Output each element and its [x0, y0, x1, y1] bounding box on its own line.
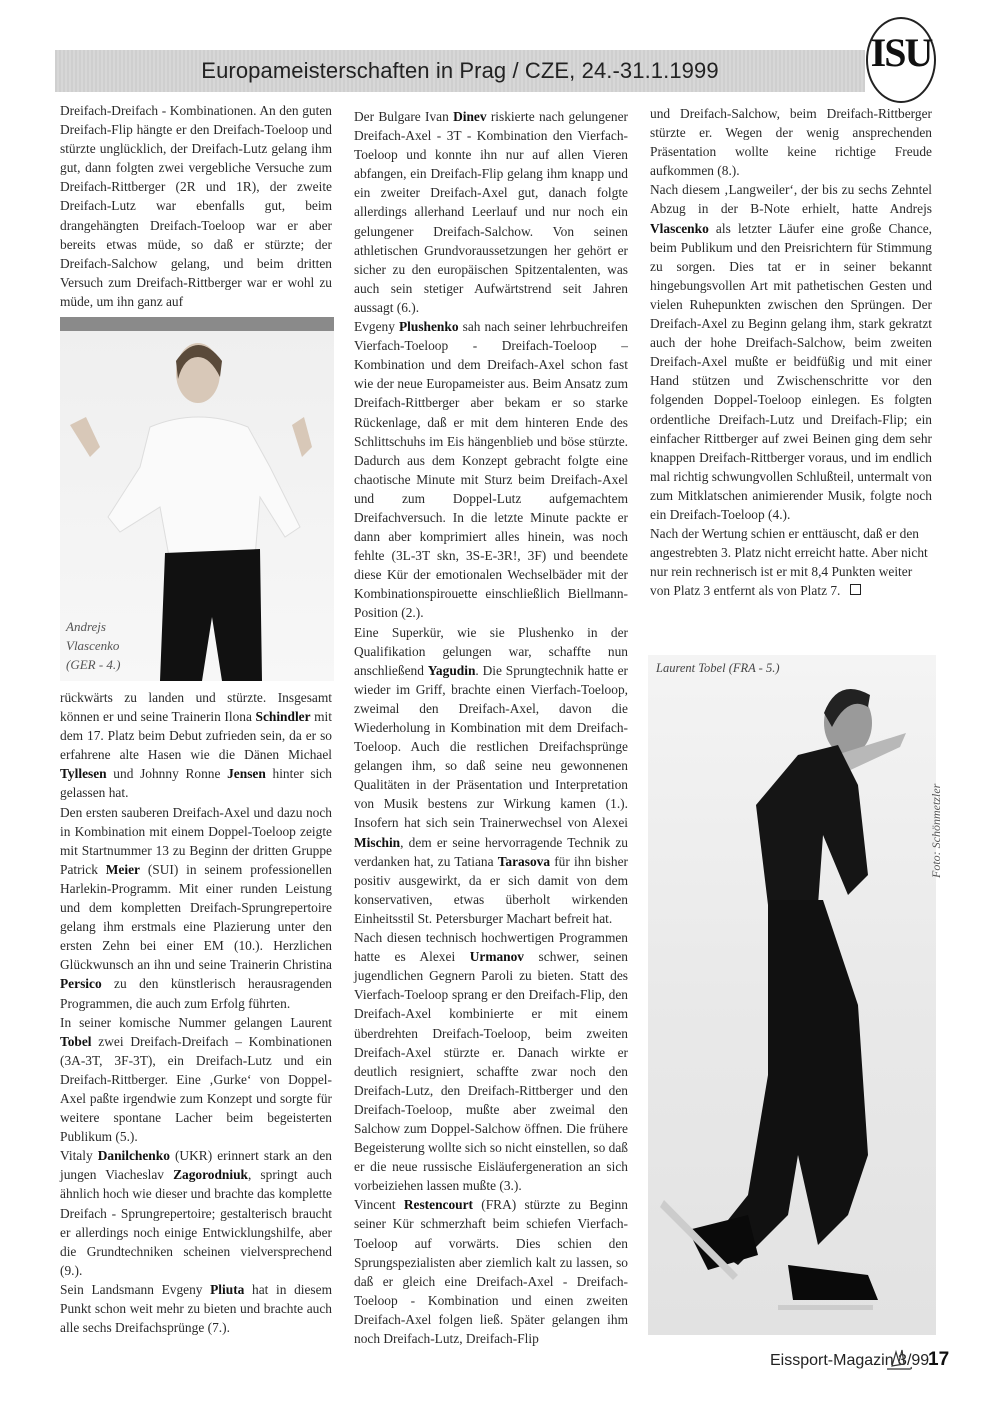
magazine-issue: Eissport-Magazin 3/99: [770, 1352, 930, 1369]
photo-caption-tobel: Laurent Tobel (FRA - 5.): [656, 661, 780, 675]
coach-name: Mischin: [354, 834, 401, 850]
paragraph: Dreifach-Dreifach - Kombinationen. An den guten Dreifach-Flip hängte er den Dreifach-Toeloop und stürzte unglücklich, der Dreifach-Lutz gelang ihm gut, dann folgten zwei vergebliche Versuche zum Dreifach-Rittberger (2R und 1R), der zweite Dreifach-Lutz war ebenfalls gut, beim drangehängten Dreifach-Toeloop war er aber bereits etwas müde, so daß er stürzte; der Dreifach-Salchow gelang, und beim dritten Versuch zum Dreifach-Rittberger war er wohl zu müde, um ihn ganz auf: [60, 103, 332, 309]
skater-name: Tobel: [60, 1033, 92, 1049]
skater-name: Restencourt: [403, 1197, 474, 1213]
paragraph: Den ersten sauberen Dreifach-Axel und dazu noch in Kombination mit einem Doppel-Toeloop zeigte mit Startnummer 13 zu Beginn der dritten Gruppe Patrick Meier (SUI) in seinem professionellen Harlekin-Programm. Mit einer runden Leistung und dem kompletten Dreifach-Sprungrepertoire gelang ihm erstmals eine Plazierung unter den ersten Zehn bei einer EM (10.). Herzlichen Glückwunsch an ihn und seine Trainerin Christina Persico zu den künstlerisch herausragenden Programmen, die auch zum Erfolg führten.: [60, 804, 332, 1011]
page-title: Europameisterschaften in Prag / CZE, 24.-31.1.1999: [201, 58, 719, 83]
column-1-top: [60, 101, 332, 311]
skater-name: Urmanov: [469, 949, 525, 965]
paragraph: Nach diesem ‚Langweiler‘, der bis zu sechs Zehntel Abzug in der B-Note erhielt, hatte Andrejs Vlascenko als letzter Läufer eine große Chance, beim Publikum und den Preisrichtern für Stimmung zu sorgen. Dies tat er in seiner bekannt hingebungsvollen Art mit pathetischen Gesten und vielen Ruhepunkten zwischen den Sprüngen. Der Dreifach-Axel zu Beginn gelang ihm, stark gekratzt auch der hohe Dreifach-Salchow, beim zweiten Dreifach-Axel mußte er beidfüßig und mit einer Hand stützen und Zwischenschritte vor den folgenden Doppel-Toeloop einlegen. Es folgten ordentliche Dreifach-Lutz und Dreifach-Flip; ein einfacher Rittberger auf zwei Beinen ging dem sehr knappen Dreifach-Rittberger voraus, und im endlich mal richtig schwungvollen Schlußteil, untermalt von zum Mitklatschen animierender Musik, folgte noch ein Dreifach-Toeloop (4.).: [650, 182, 932, 522]
skater-name: Tyllesen: [60, 766, 107, 782]
photo-caption-vlascenko: [66, 617, 121, 674]
paragraph: Vincent Restencourt (FRA) stürzte zu Beginn seiner Kür schmerzhaft beim schiefen Vierfach-Toeloop auf vorwärts. Dies schien den Sprungspezialisten aber ziemlich kalt zu lassen, so daß er gleich eine Dreifach-Axel - Dreifach-Toeloop - Kombination und einen zweiten Dreifach-Axel folgen ließ. Später gelangen ihm noch Dreifach-Lutz, Dreifach-Flip: [354, 1197, 628, 1346]
caption-line: (GER - 4.): [66, 657, 121, 672]
skater-name: Persico: [60, 976, 102, 992]
paragraph: In seiner komische Nummer gelangen Laurent Tobel zwei Dreifach-Dreifach – Kombinationen (3A-3T, 3F-3T), ein Dreifach-Lutz und ein Dreifach-Rittberger. Eine ‚Gurke‘ von Doppel-Axel paßte irgendwie zum Konzept und sorgte für weitere spontane Lacher beim begeisterten Publikum (5.).: [60, 1014, 332, 1145]
paragraph: rückwärts zu landen und stürzte. Insgesamt können er und seine Trainerin Ilona Schindler mit dem 17. Platz beim Debut zufrieden sein, da er so erfahrene alte Hasen wie die Dänen Michael Tyllesen und Johnny Ronne Jensen hinter sich gelassen hat.: [60, 690, 332, 801]
photo-credit: Foto: Schönmetzler: [929, 783, 943, 878]
photo-vlascenko: [60, 317, 334, 681]
paragraph: Sein Landsmann Evgeny Pliuta hat in diesem Punkt schon weit mehr zu bieten und brachte auch alle sechs Dreifachsprünge (7.).: [60, 1281, 332, 1336]
coach-name: Tarasova: [497, 853, 551, 869]
end-of-article-icon: [850, 584, 861, 595]
skater-name: Schindler: [255, 709, 311, 725]
column-2: [354, 107, 628, 1348]
paragraph: Nach diesen technisch hochwertigen Programmen hatte es Alexei Urmanov schwer, seinen jugendlichen Gegnern Paroli zu bieten. Statt des Vierfach-Toeloop sprang er den Dreifach-Flip, den Dreifach-Axel kombinierte er mit einem überdrehten Dreifach-Toeloop, beim zweiten Dreifach-Axel stürzte er. Danach wirkte er deutlich resigniert, schaffte zwar noch den Dreifach-Lutz, den Dreifach-Rittberger und den Dreifach-Toeloop, mußte aber zweimal den Salchow zum Doppel-Salchow öffnen. Die frühere Begeisterung wollte sich so nicht einstellen, so daß er die neue russische Eisläufergeneration an sich vorbeiziehen lassen mußte (3.).: [354, 930, 628, 1194]
skater-name: Zagorodniuk: [173, 1167, 248, 1183]
skater-name: Vlascenko: [650, 220, 709, 236]
paragraph: und Dreifach-Salchow, beim Dreifach-Rittberger stürzte er. Wegen der wenig ansprechenden Präsentation wollte keine richtige Freude aufkommen (8.).: [650, 106, 932, 179]
skater-name: Yagudin: [427, 662, 476, 678]
skater-name: Dinev: [453, 109, 487, 124]
skater-name: Danilchenko: [97, 1148, 170, 1164]
skater-figure-tobel: [648, 655, 936, 1335]
skater-name: Pliuta: [210, 1281, 245, 1297]
column-3: [650, 104, 932, 600]
skater-name: Meier: [105, 861, 140, 877]
column-1-bottom: [60, 688, 332, 1337]
skater-name: Jensen: [227, 766, 266, 782]
caption-line: Vlascenko: [66, 638, 120, 653]
skater-name: Plushenko: [398, 319, 459, 335]
paragraph: Eine Superkür, wie sie Plushenko in der Qualifikation gelungen war, schaffte nun anschließend Yagudin. Die Sprungtechnik hatte er wieder im Griff, brachte einen Vierfach-Toeloop, zweimal den Dreifach-Axel, davon die Wiederholung in Kombination mit dem Dreifach-Toeloop. Auch die restlichen Dreifachsprünge gelangen ihm, so daß seine neu gewonnenen Qualitäten in der Präsentation und Interpretation von Musik bestens zur Wirkung kamen (1.). Insofern hat sich sein Trainerwechsel von Alexei Mischin, dem er seine hervorragende Technik zu verdanken hat, zu Tatiana Tarasova für ihn bisher positiv ausgewirkt, da er sich damit von dem konservativen, etwas überholt wirkenden Einheitsstil St. Petersburger Machart befreit hat.: [354, 624, 628, 926]
header-bar: [55, 50, 865, 92]
photo-credit-area: [925, 770, 945, 880]
paragraph: Vitaly Danilchenko (UKR) erinnert stark an den jungen Viacheslav Zagorodniuk, springt auch ähnlich hoch wie dieser und brachte das komplette Dreifach - Sprungrepertoire; gestalterisch braucht er allerdings noch einige Entwicklungshilfe, aber die Grundtechniken scheinen vielversprechend (9.).: [60, 1148, 332, 1278]
skater-logo-icon: [884, 1348, 914, 1374]
photo-tobel: [648, 655, 936, 1335]
page-number: 17: [928, 1349, 950, 1370]
paragraph: Der Bulgare Ivan Dinev riskierte nach gelungener Dreifach-Axel - 3T - Kombination den Vierfach-Toeloop und konnte ihn nur auf allen Vieren abfangen, ein Dreifach-Flip gelang ihm knapp und ein zweiter Dreifach-Axel gut, danach folgte allerdings allerhand Leerlauf und nur noch ein gelungener Dreifach-Salchow. Von seinen athletischen Grundvoraussetzungen her gehört er sicher zu den europäischen Spitzentalenten, was auch sein stetiger Aufwärtstrend seit Jahren aussagt (6.).: [354, 109, 628, 315]
isu-logo-icon: [866, 17, 936, 103]
paragraph: Evgeny Plushenko sah nach seiner lehrbuchreifen Vierfach-Toeloop - Dreifach-Toeloop – Kombination und dem Dreifach-Axel schon fast wie der neue Europameister aus. Beim Ansatz zum Dreifach-Rittberger aber bekam er so starke Rückenlage, daß er mit dem hinteren Ende des Schlittschuhs im Eis hängenblieb und böse stürzte. Dadurch aus dem Konzept gebracht folgte eine chaotische Minute mit Sturz beim Dreifach-Axel und zum Doppel-Lutz aufgemachtem Dreifachversuch. In die letzte Minute packte er dann aber komprimiert alles hinein, was noch fehlte (3L-3T skn, 3S-E-3R!, 3F) und beendete diese Kür der emotionalen Wechselbäder mit der Kombinationspirouette einschließlich Biellmann-Position (2.).: [354, 319, 628, 621]
caption-line: Andrejs: [66, 619, 106, 634]
paragraph: Nach der Wertung schien er enttäuscht, daß er den angestrebten 3. Platz nicht erreicht hatte. Aber nicht nur rein rechnerisch ist er mit 8,4 Punkten weiter von Platz 3 entfernt als von Platz 7.: [650, 526, 928, 599]
isu-logo-text: ISU: [870, 30, 932, 75]
